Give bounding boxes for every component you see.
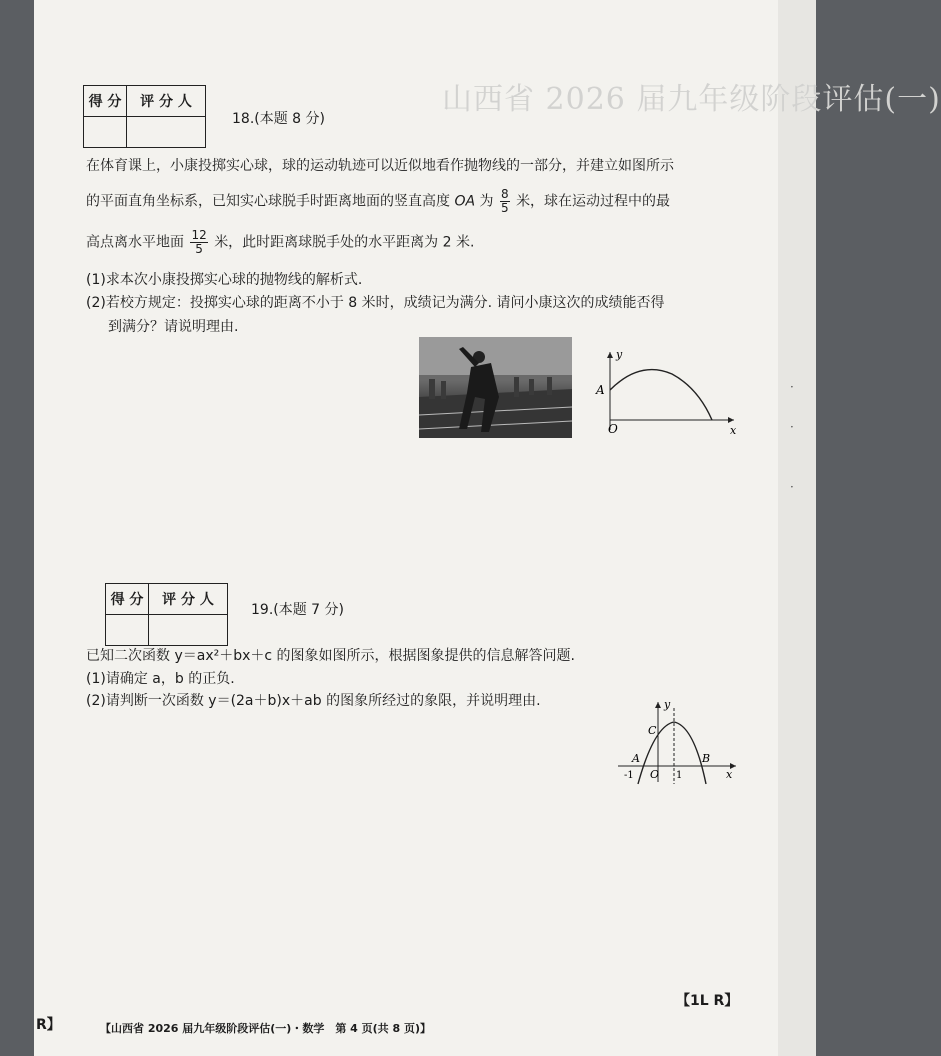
q18-line2: 的平面直角坐标系，已知实心球脱手时距离地面的竖直高度 OA 为 $\frac{8}{5}$ 米，球在运动过程中的最	[86, 187, 671, 215]
q18-line3: 高点离水平地面 $\frac{12}{5}$ 米，此时距离球脱手处的水平距离为 2 米.	[86, 228, 475, 256]
grader-cell[interactable]	[127, 117, 206, 148]
point-a-label: A	[596, 383, 605, 397]
q19-intro: 已知二次函数 y＝ax²＋bx＋c 的图象如图所示，根据图象提供的信息解答问题.	[86, 648, 575, 664]
grader-cell[interactable]	[149, 615, 228, 646]
score-cell[interactable]	[106, 615, 149, 646]
adjacent-page-strip: · · ·	[778, 0, 816, 1056]
y-label: y	[664, 698, 671, 711]
q19-sub2: (2)请判断一次函数 y＝(2a＋b)x＋ab 的图象所经过的象限，并说明理由.	[86, 693, 541, 709]
tick-1-label: 1	[676, 770, 683, 781]
q19-graph	[614, 698, 742, 786]
fraction-8-5: $\frac{8}{5}$	[500, 187, 509, 215]
q19-score-table	[105, 583, 228, 646]
origin-label: O	[608, 422, 618, 436]
score-cell[interactable]	[84, 117, 127, 148]
grader-label: 评 分 人	[127, 86, 206, 117]
q19-sub1: (1)请确定 a，b 的正负.	[86, 671, 235, 687]
q18-sub2a: (2)若校方规定：投掷实心球的距离不小于 8 米时，成绩记为满分. 请问小康这次的成绩能否得	[86, 295, 665, 311]
shotput-photo	[419, 337, 572, 438]
score-label: 得 分	[84, 86, 127, 117]
q18-graph	[592, 348, 742, 438]
page-footer: 【山西省 2026 届九年级阶段评估(一)・数学 第 4 页(共 8 页)】	[100, 1022, 432, 1035]
q18-number: 18.(本题 8 分)	[232, 111, 325, 127]
grader-label: 评 分 人	[149, 584, 228, 615]
q18-line1: 在体育课上，小康投掷实心球，球的运动轨迹可以近似地看作抛物线的一部分，并建立如图所示	[86, 158, 674, 174]
footer-code: 【1L R】	[676, 993, 739, 1009]
q19-number: 19.(本题 7 分)	[251, 602, 344, 618]
fraction-12-5: $\frac{12}{5}$	[191, 228, 207, 256]
tick-neg1-label: -1	[624, 770, 634, 781]
bleed-through-header: 山西省 2026 届九年级阶段评估(一)	[442, 82, 941, 117]
origin-label: O	[650, 768, 660, 781]
point-b-label: B	[702, 752, 711, 765]
score-label: 得 分	[106, 584, 149, 615]
point-a-label: A	[632, 752, 640, 765]
x-label: x	[726, 768, 733, 781]
footer-left-fragment: R】	[36, 1017, 61, 1033]
q18-sub1: (1)求本次小康投掷实心球的抛物线的解析式.	[86, 272, 363, 288]
x-label: x	[730, 424, 737, 437]
point-c-label: C	[648, 724, 657, 737]
q18-score-table	[83, 85, 206, 148]
q18-sub2b: 到满分？请说明理由.	[108, 319, 239, 335]
y-label: y	[616, 348, 623, 361]
parabola-curve	[610, 370, 712, 420]
